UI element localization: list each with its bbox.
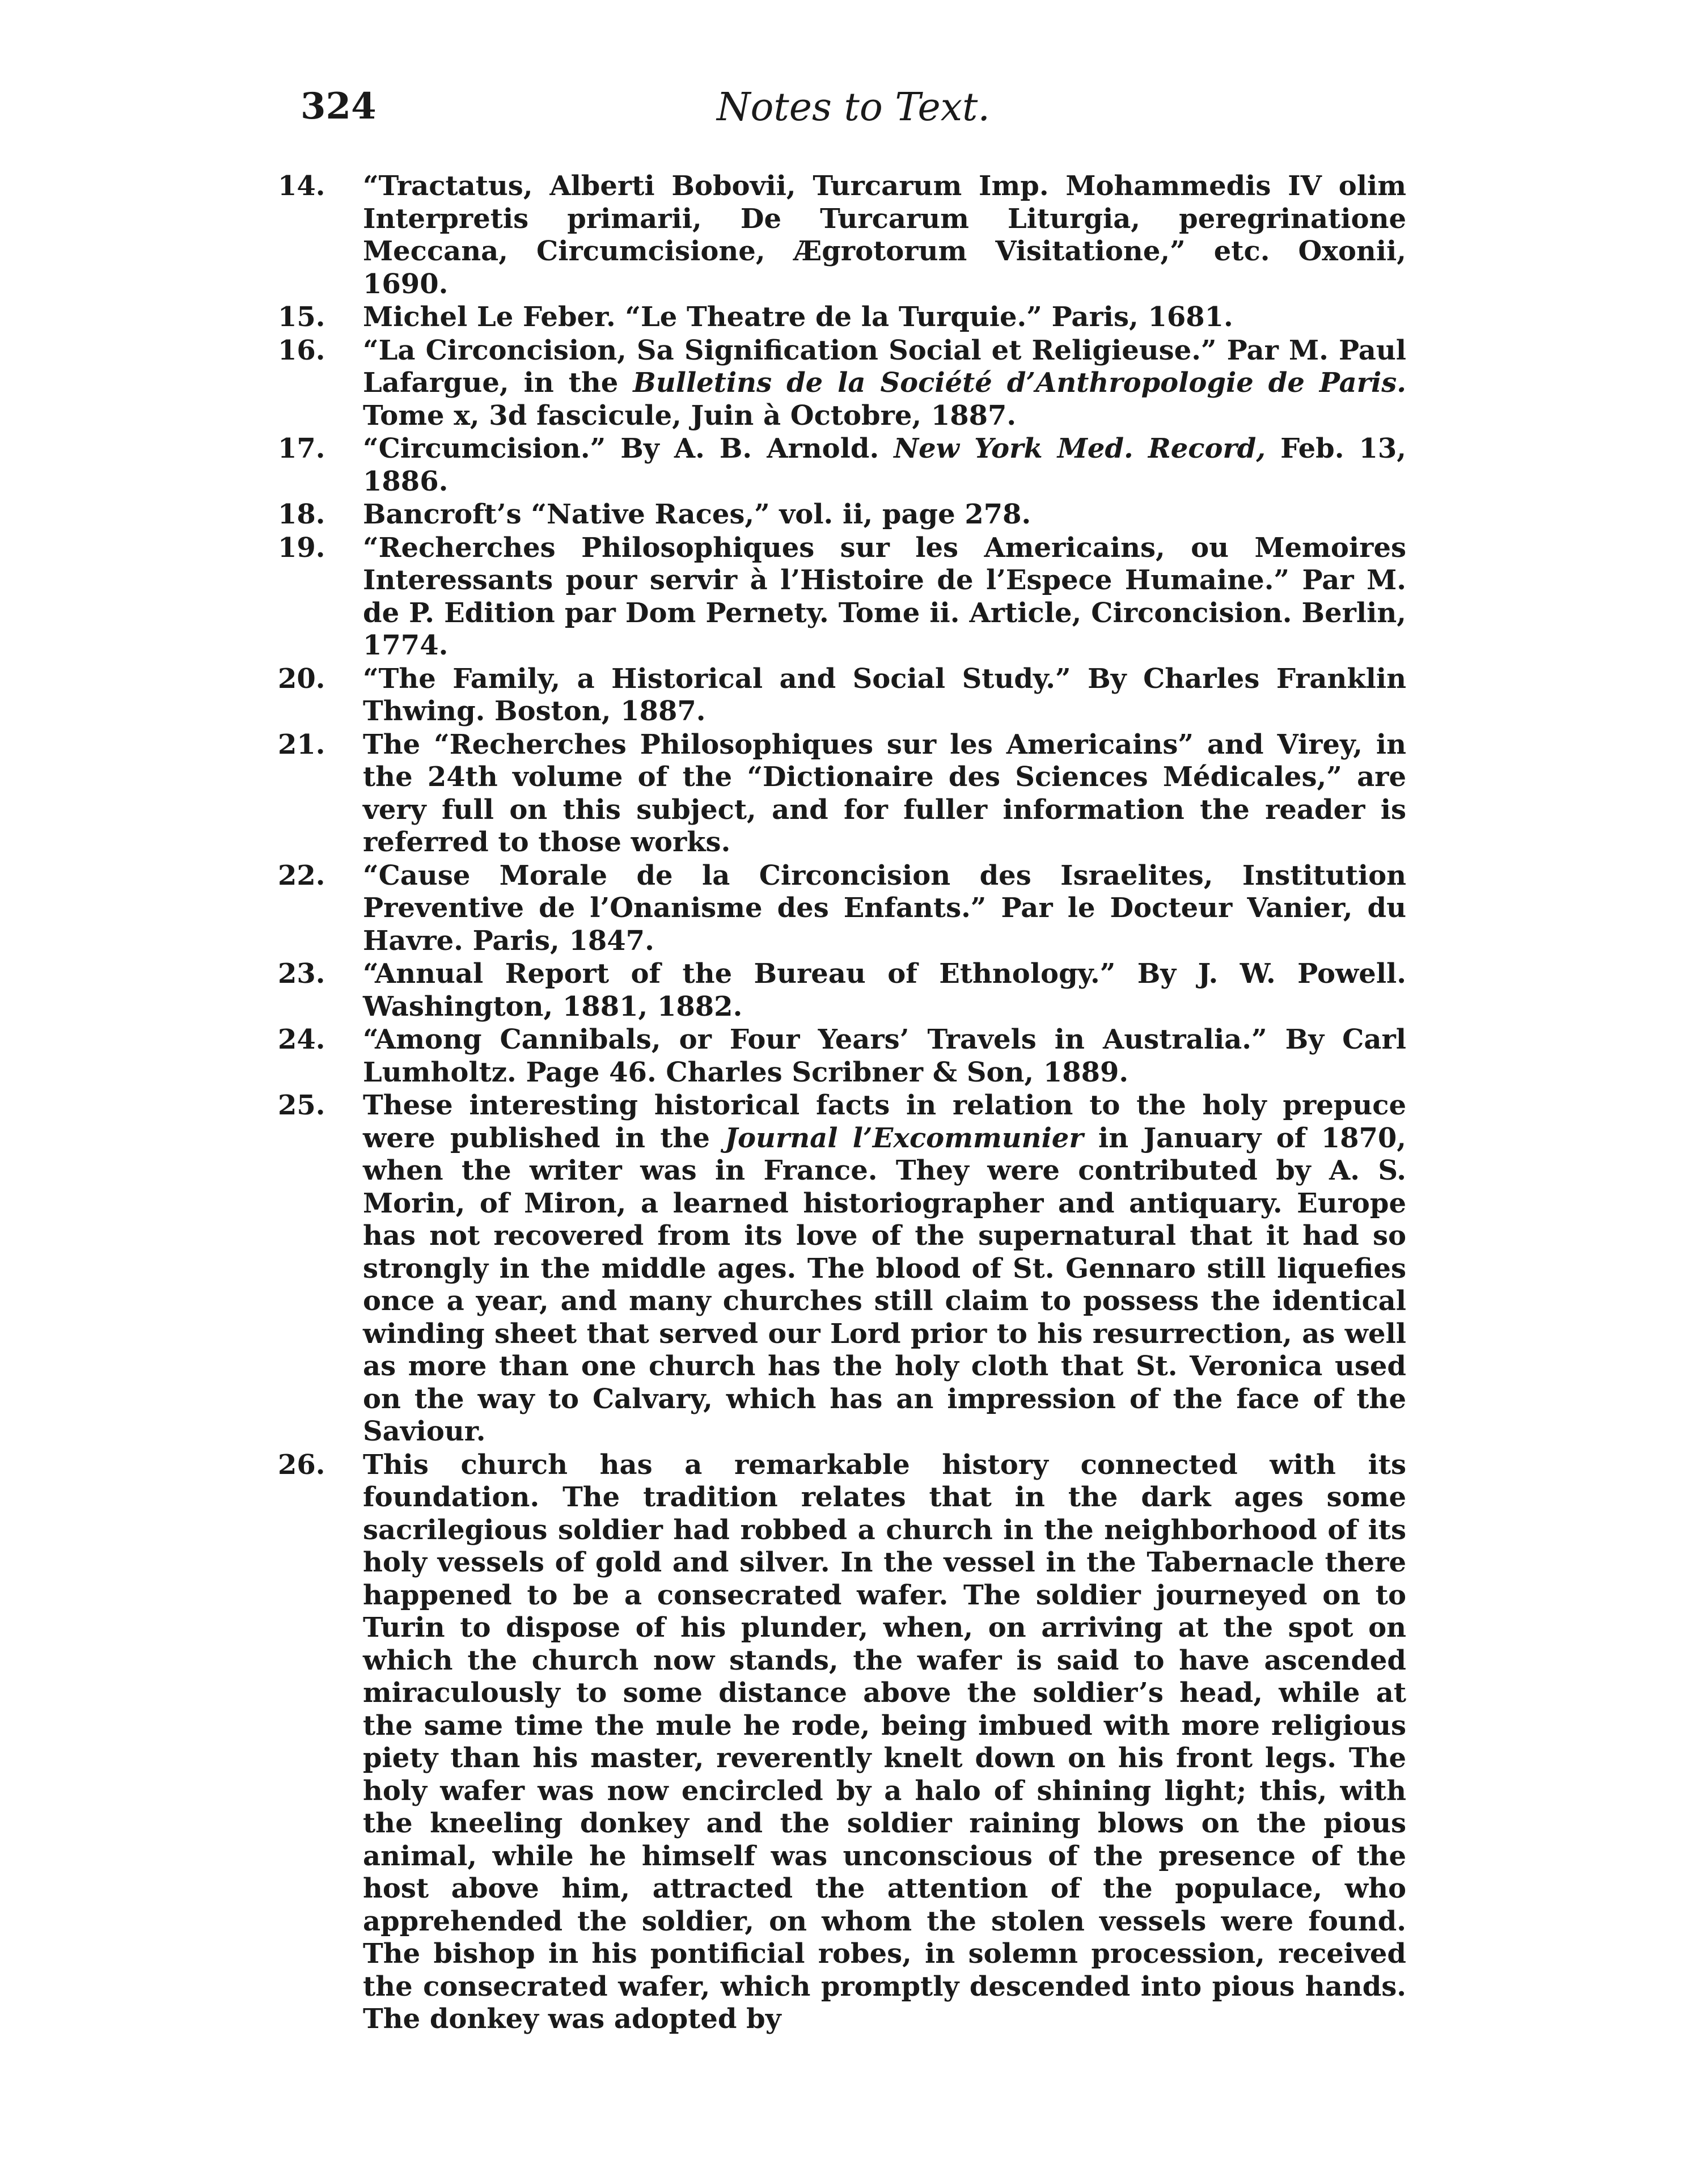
note-23	[278, 958, 1406, 1023]
note-14	[278, 170, 1406, 301]
note-number: 16.	[278, 334, 325, 366]
note-16	[278, 334, 1406, 433]
note-number: 14.	[278, 170, 325, 202]
note-text-pre: “La Circoncision, Sa Signification Social et Religieuse.” Par M. Paul Lafargue, in the	[363, 334, 1406, 399]
note-text: “Recherches Philosophiques sur les Americains, ou Memoires Interessants pour servir à l’Histoire de l’Espece Humaine.” Par M. de P. Edition par Dom Pernety. Tome ii. Article, Circoncision. Berlin, 1774.	[363, 531, 1406, 661]
note-number: 22.	[278, 859, 325, 892]
note-24	[278, 1024, 1406, 1089]
note-number: 21.	[278, 728, 325, 761]
page-number: 324	[301, 85, 377, 128]
note-text-italic: New York Med. Record,	[894, 433, 1266, 464]
note-25	[278, 1089, 1406, 1448]
note-text-italic: Journal l’Excommunier	[725, 1122, 1084, 1154]
note-text	[363, 433, 1406, 498]
note-text: This church has a remarkable history connected with its foundation. The tradition relates that in the dark ages some sacrilegious soldier had robbed a church in the neighborhood of its holy vessels of gold and silver. In the vessel in the Tabernacle there happened to be a consecrated wafer. The soldier journeyed on to Turin to dispose of his plunder, when, on arriving at the spot on which the church now stands, the wafer is said to have ascended miraculously to some distance above the soldier’s head, while at the same time the mule he rode, being imbued with more religious piety than his master, reverently knelt down on his front legs. The holy wafer was now encircled by a halo of shining light; this, with the kneeling donkey and the soldier raining blows on the pious animal, while he himself was unconscious of the presence of the host above him, attracted the attention of the populace, who apprehended the soldier, on whom the stolen vessels were found. The bishop in his pontificial robes, in solemn procession, received the consecrated wafer, which promptly descended into pious hands. The donkey was adopted by	[363, 1448, 1406, 2035]
note-text-post: in January of 1870, when the writer was in France. They were contributed by A. S. Morin, of Miron, a learned historiographer and antiquary. Europe has not recovered from its love of the supernatural that it had so strongly in the middle ages. The blood of St. Gennaro still liquefies once a year, and many churches still claim to possess the identical winding sheet that served our Lord prior to his resurrection, as well as more than one church has the holy cloth that St. Veronica used on the way to Calvary, which has an impression of the face of the Saviour.	[363, 1122, 1406, 1447]
running-title: Notes to Text.	[716, 85, 990, 130]
note-22	[278, 859, 1406, 958]
note-number: 18.	[278, 499, 325, 530]
note-text-pre: These interesting historical facts in relation to the holy prepuce were published in the	[363, 1089, 1406, 1154]
note-number: 17.	[278, 433, 325, 464]
notes-list	[278, 170, 1406, 2036]
note-21	[278, 728, 1406, 859]
note-text: The “Recherches Philosophiques sur les Americains” and Virey, in the 24th volume of the “Dictionaire des Sciences Médicales,” are very full on this subject, and for fuller information the reader is referred to those works.	[363, 728, 1406, 858]
page	[278, 85, 1406, 2037]
note-text-post: Feb. 13, 1886.	[363, 433, 1406, 497]
note-number: 23.	[278, 958, 325, 990]
note-text-pre: “Circumcision.” By A. B. Arnold.	[363, 433, 894, 464]
note-text: “Cause Morale de la Circoncision des Israelites, Institution Preventive de l’Onanisme des Enfants.” Par le Docteur Vanier, du Havre. Paris, 1847.	[363, 859, 1406, 957]
note-15	[278, 301, 1406, 334]
note-number: 20.	[278, 662, 325, 695]
note-text: “Tractatus, Alberti Bobovii, Turcarum Imp. Mohammedis IV olim Interpretis primarii, De Turcarum Liturgia, peregrinatione Meccana, Circumcisione, Ægrotorum Visitatione,” etc. Oxonii, 1690.	[363, 170, 1406, 300]
note-number: 19.	[278, 531, 325, 564]
note-text-post: Tome x, 3d fascicule, Juin à Octobre, 1887.	[363, 399, 1017, 432]
note-19	[278, 531, 1406, 662]
page-header	[301, 85, 1406, 170]
note-text: Bancroft’s “Native Races,” vol. ii, page 278.	[363, 499, 1031, 530]
note-text: “Annual Report of the Bureau of Ethnology.” By J. W. Powell. Washington, 1881, 1882.	[363, 958, 1406, 1023]
note-text-italic: Bulletins de la Société d’Anthropologie de Paris.	[633, 367, 1406, 399]
note-text: “The Family, a Historical and Social Study.” By Charles Franklin Thwing. Boston, 1887.	[363, 662, 1406, 727]
note-26	[278, 1448, 1406, 2036]
note-number: 15.	[278, 301, 325, 333]
note-17	[278, 433, 1406, 498]
note-number: 24.	[278, 1024, 325, 1055]
note-text: Michel Le Feber. “Le Theatre de la Turquie.” Paris, 1681.	[363, 301, 1233, 333]
note-number: 25.	[278, 1089, 325, 1121]
note-18	[278, 499, 1406, 531]
note-text	[363, 1089, 1406, 1448]
note-text	[363, 335, 1406, 433]
note-20	[278, 662, 1406, 728]
note-number: 26.	[278, 1448, 325, 1481]
note-text: “Among Cannibals, or Four Years’ Travels in Australia.” By Carl Lumholtz. Page 46. Charles Scribner & Son, 1889.	[363, 1024, 1406, 1088]
